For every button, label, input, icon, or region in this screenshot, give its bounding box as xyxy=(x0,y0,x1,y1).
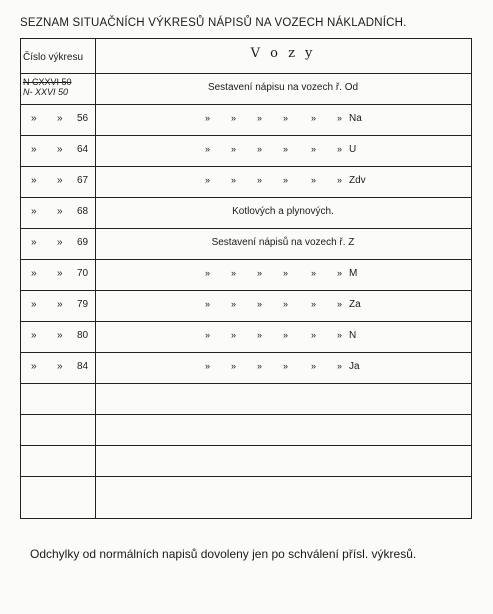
ditto-mark: » xyxy=(231,113,237,123)
table-row xyxy=(21,476,471,507)
drawing-number-cell xyxy=(21,268,95,282)
ditto-mark: » xyxy=(31,268,37,279)
ditto-mark: » xyxy=(257,361,263,371)
wagon-series-suffix: Za xyxy=(349,299,361,310)
drawing-number: 80 xyxy=(77,330,89,341)
ditto-mark: » xyxy=(283,144,289,154)
drawing-number-corrected: N- XXVI 50 xyxy=(23,87,69,97)
ditto-mark: » xyxy=(57,206,63,217)
drawing-number-cell xyxy=(21,330,95,344)
ditto-mark: » xyxy=(31,361,37,372)
ditto-mark: » xyxy=(337,299,343,309)
drawing-number-cell xyxy=(21,361,95,375)
column-divider xyxy=(95,39,96,518)
ditto-mark: » xyxy=(57,237,63,248)
ditto-mark: » xyxy=(205,113,211,123)
drawing-number-cell xyxy=(21,77,95,97)
table-row xyxy=(21,259,471,291)
wagon-series-suffix: Zdv xyxy=(349,175,366,186)
table-row xyxy=(21,352,471,384)
wagon-series-suffix: M xyxy=(349,268,358,279)
ditto-mark: » xyxy=(57,299,63,310)
table-header xyxy=(21,39,471,74)
ditto-mark: » xyxy=(311,144,317,154)
footer-note: Odchylky od normálních napisů dovoleny jen po schválení přísl. výkresů. xyxy=(30,547,417,561)
ditto-mark: » xyxy=(205,268,211,278)
ditto-mark: » xyxy=(31,237,37,248)
ditto-mark: » xyxy=(257,113,263,123)
ditto-mark: » xyxy=(231,268,237,278)
column-header-drawing-number: Číslo výkresu xyxy=(23,52,84,63)
drawing-number-cell xyxy=(21,454,95,468)
drawings-table xyxy=(20,38,472,519)
table-row xyxy=(21,321,471,353)
ditto-mark: » xyxy=(31,113,37,124)
ditto-mark: » xyxy=(257,299,263,309)
ditto-mark: » xyxy=(311,113,317,123)
ditto-mark: » xyxy=(205,330,211,340)
ditto-mark: » xyxy=(31,299,37,310)
description-cell xyxy=(95,454,471,468)
table-row xyxy=(21,104,471,136)
ditto-mark: » xyxy=(205,144,211,154)
ditto-mark: » xyxy=(337,268,343,278)
drawing-number: 84 xyxy=(77,361,89,372)
drawing-number: 69 xyxy=(77,237,89,248)
table-row xyxy=(21,445,471,477)
description-cell xyxy=(95,330,471,344)
wagon-series-suffix: N xyxy=(349,330,357,341)
description-cell xyxy=(95,268,471,282)
ditto-mark: » xyxy=(311,268,317,278)
description-cell xyxy=(95,237,471,251)
description-cell xyxy=(95,392,471,406)
table-row xyxy=(21,228,471,260)
description-cell xyxy=(95,113,471,127)
description-cell xyxy=(95,361,471,375)
drawing-number-struck: N CXXVI 50 xyxy=(23,77,72,87)
column-header-wagons: V o z y xyxy=(250,46,316,61)
ditto-mark: » xyxy=(337,330,343,340)
drawing-number: 79 xyxy=(77,299,89,310)
ditto-mark: » xyxy=(311,361,317,371)
drawing-number-cell xyxy=(21,113,95,127)
table-row xyxy=(21,414,471,446)
table-row xyxy=(21,135,471,167)
table-row xyxy=(21,383,471,415)
drawing-number: 70 xyxy=(77,268,89,279)
description-cell xyxy=(95,175,471,189)
table-row xyxy=(21,290,471,322)
ditto-mark: » xyxy=(337,175,343,185)
drawing-number-cell xyxy=(21,206,95,220)
drawing-number-cell xyxy=(21,175,95,189)
ditto-mark: » xyxy=(57,144,63,155)
ditto-mark: » xyxy=(311,175,317,185)
wagon-series-suffix: Na xyxy=(349,113,362,124)
ditto-mark: » xyxy=(337,144,343,154)
ditto-mark: » xyxy=(283,330,289,340)
ditto-mark: » xyxy=(337,113,343,123)
ditto-mark: » xyxy=(205,361,211,371)
ditto-mark: » xyxy=(31,144,37,155)
drawing-number-cell xyxy=(21,392,95,406)
drawing-number-cell xyxy=(21,485,95,499)
description-cell xyxy=(95,423,471,437)
description-cell xyxy=(95,485,471,499)
table-row xyxy=(21,197,471,229)
ditto-mark: » xyxy=(31,330,37,341)
description-cell xyxy=(95,144,471,158)
drawing-number-cell xyxy=(21,299,95,313)
ditto-mark: » xyxy=(337,361,343,371)
description-cell xyxy=(95,299,471,313)
drawing-number: 68 xyxy=(77,206,89,217)
ditto-mark: » xyxy=(257,144,263,154)
ditto-mark: » xyxy=(283,175,289,185)
drawing-number: 64 xyxy=(77,144,89,155)
ditto-mark: » xyxy=(257,330,263,340)
drawing-number: 56 xyxy=(77,113,89,124)
drawing-number-cell xyxy=(21,237,95,251)
page-title: SEZNAM SITUAČNÍCH VÝKRESŮ NÁPISŮ NA VOZECH NÁKLADNÍCH. xyxy=(20,17,407,29)
ditto-mark: » xyxy=(257,268,263,278)
description-cell xyxy=(95,206,471,220)
ditto-mark: » xyxy=(57,330,63,341)
description-text: Kotlových a plynových. xyxy=(232,206,334,217)
ditto-mark: » xyxy=(231,361,237,371)
ditto-mark: » xyxy=(283,299,289,309)
ditto-mark: » xyxy=(57,175,63,186)
ditto-mark: » xyxy=(231,144,237,154)
ditto-mark: » xyxy=(283,361,289,371)
ditto-mark: » xyxy=(205,299,211,309)
ditto-mark: » xyxy=(231,175,237,185)
ditto-mark: » xyxy=(311,299,317,309)
ditto-mark: » xyxy=(31,175,37,186)
ditto-mark: » xyxy=(257,175,263,185)
ditto-mark: » xyxy=(31,206,37,217)
table-row xyxy=(21,166,471,198)
ditto-mark: » xyxy=(283,113,289,123)
ditto-mark: » xyxy=(205,175,211,185)
table-row xyxy=(21,73,471,105)
description-cell xyxy=(95,82,471,96)
description-text: Sestavení nápisů na vozech ř. Z xyxy=(211,237,355,248)
ditto-mark: » xyxy=(311,330,317,340)
ditto-mark: » xyxy=(57,113,63,124)
ditto-mark: » xyxy=(57,361,63,372)
drawing-number: 67 xyxy=(77,175,89,186)
ditto-mark: » xyxy=(231,330,237,340)
ditto-mark: » xyxy=(231,299,237,309)
drawing-number-cell xyxy=(21,423,95,437)
wagon-series-suffix: Ja xyxy=(349,361,360,372)
drawing-number-cell xyxy=(21,144,95,158)
ditto-mark: » xyxy=(57,268,63,279)
wagon-series-suffix: U xyxy=(349,144,357,155)
ditto-mark: » xyxy=(283,268,289,278)
description-text: Sestavení nápisu na vozech ř. Od xyxy=(207,82,359,93)
